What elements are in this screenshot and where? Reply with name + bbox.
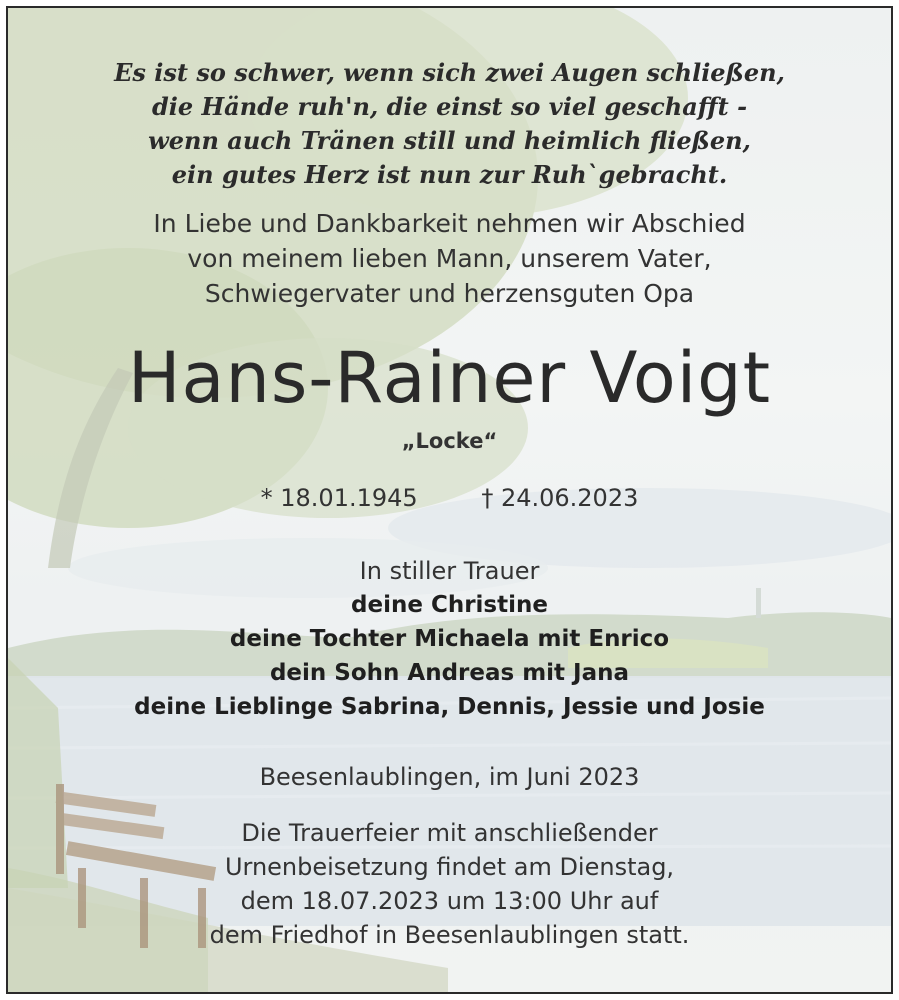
memorial-poem	[8, 56, 891, 192]
service-line: Urnenbeisetzung findet am Dienstag,	[224, 853, 675, 881]
farewell-intro	[8, 206, 891, 311]
place-and-date: Beesenlaublingen, im Juni 2023	[259, 763, 640, 791]
intro-line: In Liebe und Dankbarkeit nehmen wir Abschied	[153, 209, 746, 238]
service-line: Die Trauerfeier mit anschließender	[241, 819, 658, 847]
deceased-name: Hans-Rainer Voigt	[127, 337, 772, 419]
poem-line: die Hände ruh'n, die einst so viel geschafft -	[151, 92, 748, 121]
mourners-intro: In stiller Trauer	[359, 557, 540, 585]
mourners-list	[8, 588, 891, 724]
mourner-line: dein Sohn Andreas mit Jana	[269, 660, 630, 686]
mourner-line: deine Lieblinge Sabrina, Dennis, Jessie und Josie	[134, 694, 765, 720]
death-date: † 24.06.2023	[481, 484, 639, 512]
mourner-line: deine Christine	[351, 592, 548, 618]
poem-line: Es ist so schwer, wenn sich zwei Augen schließen,	[114, 58, 785, 87]
deceased-nickname: „Locke“	[401, 429, 498, 453]
life-dates	[8, 480, 891, 516]
service-line: dem 18.07.2023 um 13:00 Uhr auf	[240, 887, 659, 915]
mourner-line: deine Tochter Michaela mit Enrico	[229, 626, 670, 652]
birth-date: * 18.01.1945	[260, 484, 418, 512]
poem-line: ein gutes Herz ist nun zur Ruh`gebracht.	[171, 160, 728, 189]
funeral-service-info	[8, 816, 891, 952]
poem-line: wenn auch Tränen still und heimlich fließen,	[148, 126, 751, 155]
intro-line: von meinem lieben Mann, unserem Vater,	[187, 244, 712, 273]
intro-line: Schwiegervater und herzensguten Opa	[204, 279, 695, 308]
service-line: dem Friedhof in Beesenlaublingen statt.	[209, 921, 690, 949]
obituary-card	[6, 6, 893, 994]
